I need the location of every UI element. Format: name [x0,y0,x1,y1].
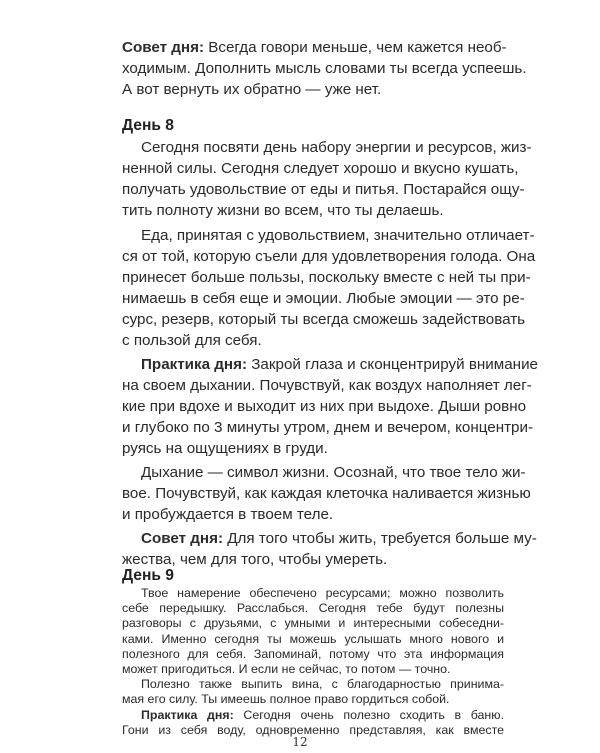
text-line: Твое намерение обеспечено ресурсами; можно позволить [141,586,504,600]
text-line: жества, чем для того, чтобы умереть. [122,551,388,568]
practice-of-day-line [141,355,538,376]
day-9-heading: День 9 [122,567,174,584]
text-line: нимаешь в себя еще и эмоции. Любые эмоции — это ре- [122,290,525,307]
practice-of-day-label: Практика дня: [141,356,248,373]
text-line: вое. Почувствуй, как каждая клеточка наливается жизнью [122,485,531,502]
text-line: и пробуждается в твоем теле. [122,506,334,523]
text-line: сурс, резерв, который ты всегда сможешь задействовать [122,311,526,328]
page-number: 12 [292,735,308,749]
text-line: с пользой для себя. [122,332,262,349]
text-line: и глубоко по 3 минуты утром, днем и вечером, концентри- [122,419,534,436]
text-line: Сегодня посвяти день набору энергии и ресурсов, жиз- [141,139,532,156]
text-line: может пригодиться. И если не сейчас, то потом — точно. [122,662,451,676]
text-line: А вот вернуть их обратно — уже нет. [122,81,382,98]
text-line: получать удовольствие от еды и питья. Постарайся ощу- [122,181,525,198]
practice-of-day-label: Практика дня: [141,707,234,722]
text-line: принесет больше пользы, поскольку вместе с ней ты при- [122,269,531,286]
text-fragment: Для того чтобы жить, требуется больше му- [223,530,537,547]
tip-of-day-line [122,38,507,59]
text-line: руясь на ощущениях в груди. [122,440,328,457]
text-line: на своем дыхании. Почувствуй, как воздух наполняет лег- [122,377,532,394]
text-line: Еда, принятая с удовольствием, значительно отличает- [141,227,535,244]
text-line: разговоры с друзьями, с умными и интересными собеседни- [122,616,504,631]
text-line: Дыхание — символ жизни. Осознай, что твое тело жи- [141,464,526,481]
text-line: полезного для себя. Запоминай, потому что эта информация [122,646,504,661]
text-fragment: Сегодня очень полезно сходить в баню. [233,707,505,722]
text-line: ненной силы. Сегодня следует хорошо и вкусно кушать, [122,160,519,177]
text-line: мая его силу. Ты имеешь полное право гордиться собой. [122,692,450,707]
text-line: себе передышку. Расслабься. Сегодня тебе будут полезны [122,601,504,616]
day-8-heading: День 8 [122,117,174,134]
tip-of-day-line [141,529,537,550]
text-fragment: Всегда говори меньше, чем кажется необ- [204,39,507,56]
text-line: Гони из себя воду, одновременно представляя, как вместе [122,722,504,737]
text-line: Полезно также выпить вина, с благодарностью принима- [141,677,504,692]
text-line: кие при вдохе и выходит из них при выдохе. Дыши ровно [122,398,527,415]
text-line: ходимым. Дополнить мысль словами ты всегда успеешь. [122,60,527,77]
tip-of-day-label: Совет дня: [122,39,205,56]
text-line: ся от той, которую съели для удовлетворения голода. Она [122,248,536,265]
text-line: ками. Именно сегодня ты можешь услышать много нового и [122,631,504,646]
text-line: тить полноту жизни во всем, что ты делаешь. [122,202,444,219]
text-fragment: Закрой глаза и сконцентрируй внимание [247,356,538,373]
tip-of-day-label: Совет дня: [141,530,224,547]
practice-of-day-line [141,708,504,723]
